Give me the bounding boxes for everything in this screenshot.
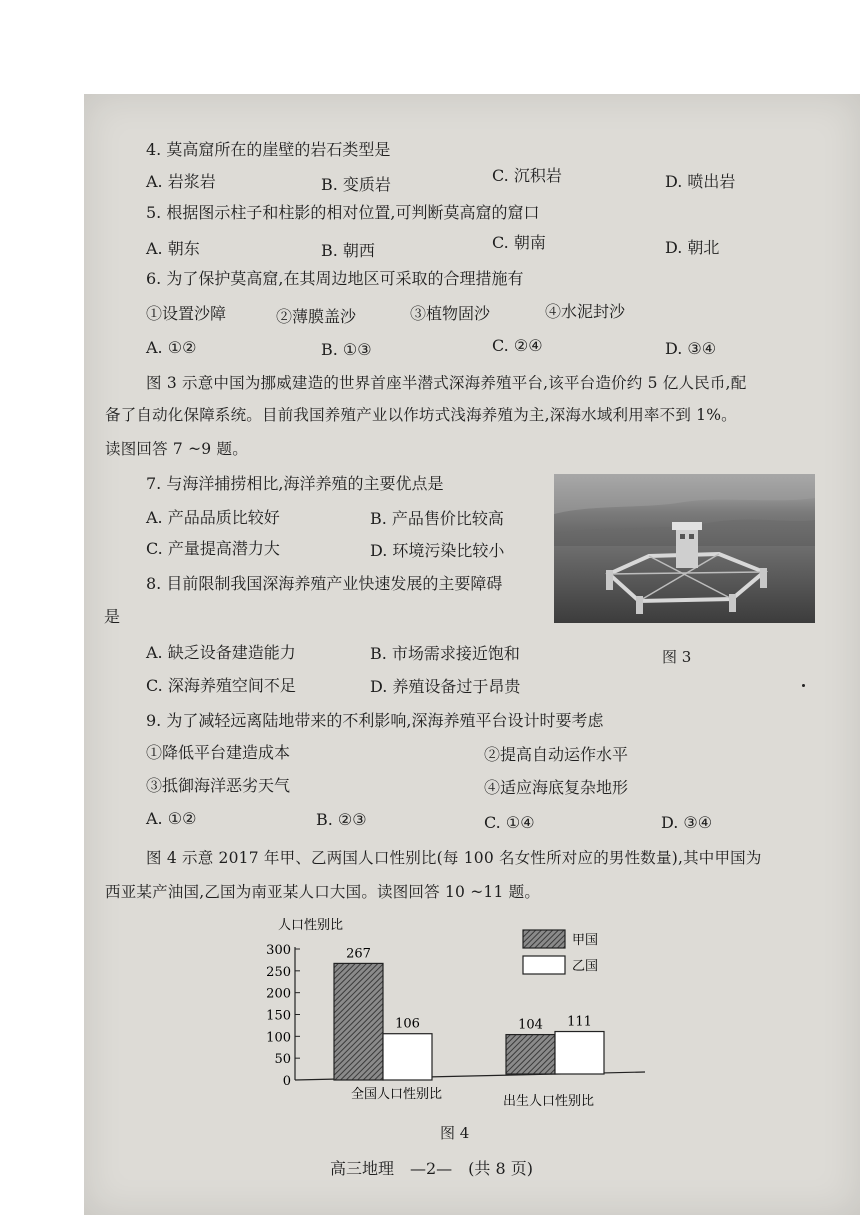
x-category-label: 全国人口性别比 (351, 1087, 443, 1102)
q5-option-a: A. 朝东 (146, 239, 200, 258)
bar-value-label: 104 (518, 1017, 543, 1033)
y-tick-label: 150 (266, 1008, 291, 1024)
y-tick-label: 300 (266, 943, 291, 958)
q9-item-4: ④适应海底复杂地形 (484, 778, 629, 797)
q7-option-a: A. 产品品质比较好 (146, 508, 280, 527)
intro3-line1: 图 3 示意中国为挪威建造的世界首座半潜式深海养殖平台,该平台造价约 5 亿人民币,配 (146, 374, 747, 392)
bar-yi-1 (555, 1032, 604, 1074)
bar-value-label: 111 (567, 1014, 592, 1030)
legend-swatch (523, 956, 565, 974)
q4-option-b: B. 变质岩 (321, 175, 391, 194)
bar-value-label: 106 (395, 1016, 420, 1032)
y-tick-label: 200 (266, 986, 291, 1002)
q6-item-1: ①设置沙障 (146, 304, 227, 323)
q6-item-4: ④水泥封沙 (545, 302, 626, 321)
q9-option-b: B. ②③ (316, 810, 367, 829)
q6-option-a: A. ①② (146, 338, 197, 357)
y-tick-label: 250 (266, 964, 291, 980)
bar-value-label: 267 (346, 946, 371, 962)
x-category-label: 出生人口性别比 (503, 1094, 595, 1109)
bar-yi-0 (383, 1034, 432, 1080)
q4-option-c: C. 沉积岩 (492, 166, 562, 185)
q8-stem-cont: 是 (104, 607, 121, 626)
q4-stem: 4. 莫高窟所在的崖壁的岩石类型是 (146, 140, 391, 159)
q6-stem: 6. 为了保护莫高窟,在其周边地区可采取的合理措施有 (146, 269, 524, 288)
q6-option-c: C. ②④ (492, 336, 543, 355)
q5-option-c: C. 朝南 (492, 233, 546, 252)
legend-label: 乙国 (572, 959, 599, 974)
q7-stem: 7. 与海洋捕捞相比,海洋养殖的主要优点是 (146, 474, 444, 493)
q7-option-d: D. 环境污染比较小 (370, 541, 505, 560)
page-footer: 高三地理 —2— (共 8 页) (330, 1159, 534, 1178)
q9-stem: 9. 为了减轻远离陆地带来的不利影响,深海养殖平台设计时要考虑 (146, 711, 604, 730)
q4-option-a: A. 岩浆岩 (146, 172, 216, 191)
q5-option-d: D. 朝北 (665, 238, 720, 257)
legend-label: 甲国 (572, 933, 599, 948)
q6-item-3: ③植物固沙 (410, 304, 491, 323)
y-axis-label: 人口性别比 (278, 918, 344, 933)
legend-swatch (523, 930, 565, 948)
q8-option-c: C. 深海养殖空间不足 (146, 676, 296, 695)
q9-option-c: C. ①④ (484, 813, 535, 832)
y-tick-label: 0 (282, 1074, 291, 1089)
figure4-caption: 图 4 (440, 1124, 470, 1142)
q8-option-d: D. 养殖设备过于昂贵 (370, 677, 521, 696)
q5-option-b: B. 朝西 (321, 241, 375, 260)
q9-item-1: ①降低平台建造成本 (146, 743, 291, 762)
intro3-line3: 读图回答 7 ~9 题。 (105, 440, 248, 458)
q8-stem: 8. 目前限制我国深海养殖产业快速发展的主要障碍 (146, 574, 503, 593)
bar-jia-1 (506, 1035, 555, 1074)
q5-stem: 5. 根据图示柱子和柱影的相对位置,可判断莫高窟的窟口 (146, 203, 540, 222)
q9-option-d: D. ③④ (661, 813, 713, 832)
q6-item-2: ②薄膜盖沙 (276, 307, 357, 326)
q7-option-b: B. 产品售价比较高 (370, 509, 504, 528)
q9-item-2: ②提高自动运作水平 (484, 745, 629, 764)
q4-option-d: D. 喷出岩 (665, 172, 736, 191)
y-tick-label: 50 (274, 1052, 291, 1068)
q8-option-a: A. 缺乏设备建造能力 (146, 643, 296, 662)
figure3-caption: 图 3 (662, 648, 692, 666)
intro4-line1: 图 4 示意 2017 年甲、乙两国人口性别比(每 100 名女性所对应的男性数量),其中甲国为 (146, 849, 762, 867)
q9-item-3: ③抵御海洋恶劣天气 (146, 776, 291, 795)
intro4-line2: 西亚某产油国,乙国为南亚某人口大国。读图回答 10 ~11 题。 (105, 883, 541, 901)
q8-option-b: B. 市场需求接近饱和 (370, 644, 520, 663)
q7-option-c: C. 产量提高潜力大 (146, 539, 280, 558)
q6-option-b: B. ①③ (321, 340, 372, 359)
y-tick-label: 100 (266, 1030, 291, 1046)
bar-jia-0 (334, 963, 383, 1080)
q9-option-a: A. ①② (146, 809, 197, 828)
q6-option-d: D. ③④ (665, 339, 717, 358)
intro3-line2: 备了自动化保障系统。目前我国养殖产业以作坊式浅海养殖为主,深海水域利用率不到 1%。 (105, 406, 737, 424)
